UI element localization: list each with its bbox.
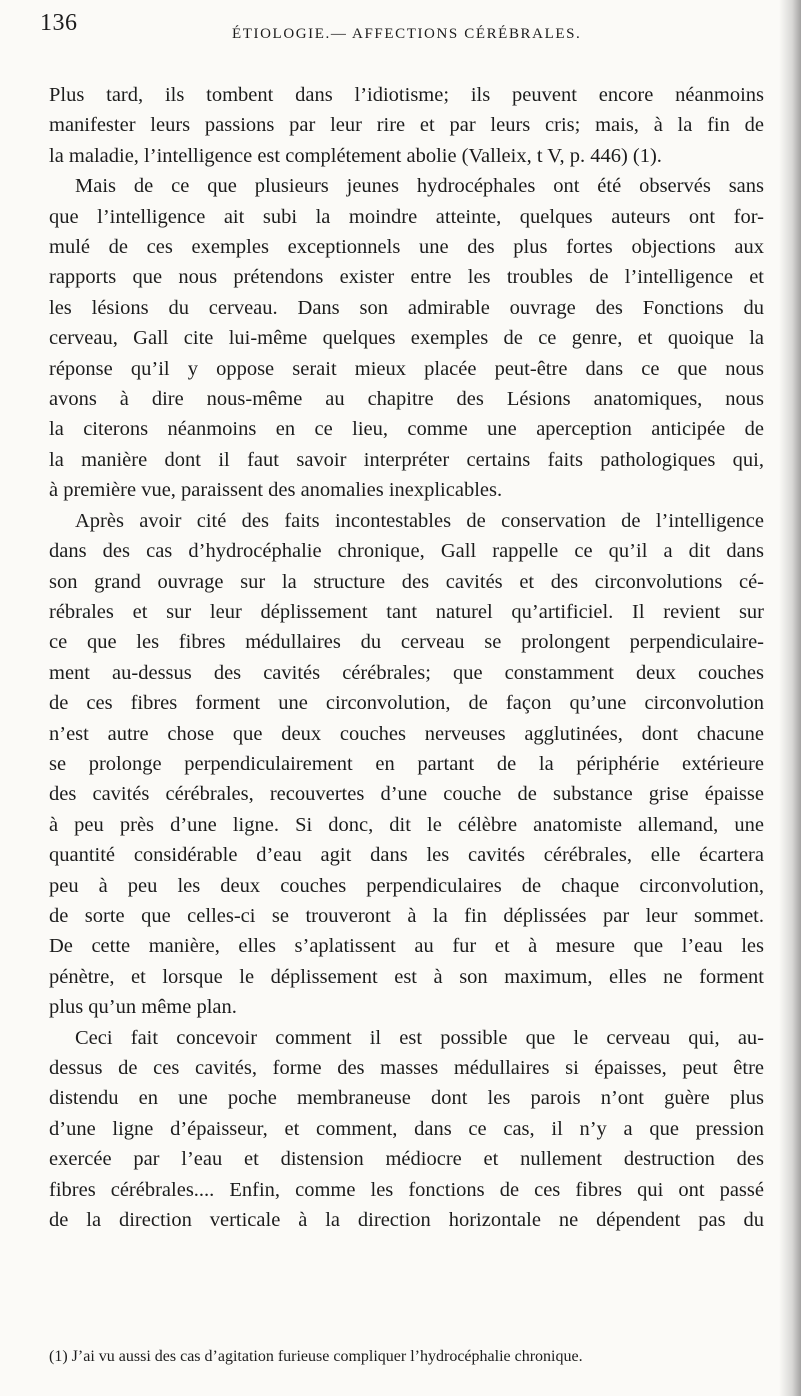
text-line: ce que les fibres médullaires du cerveau se prolongent perpendiculaire- [49,631,764,654]
text-line: la citerons néanmoins en ce lieu, comme une aperception anticipée de [49,418,764,441]
text-line: que l’intelligence ait subi la moindre atteinte, quelques auteurs ont for- [49,205,764,228]
text-line: de ces fibres forment une circonvolution, de façon qu’une circonvolution [49,692,764,715]
text-line: à peu près d’une ligne. Si donc, dit le célèbre anatomiste allemand, une [49,813,764,836]
text-line: n’est autre chose que deux couches nerveuses agglutinées, dont chacune [49,722,764,745]
text-line: avons à dire nous-même au chapitre des Lésions anatomiques, nous [49,388,764,411]
page-edge-shadow [779,0,801,1396]
text-line: se prolonge perpendiculairement en partant de la périphérie extérieure [49,752,764,775]
text-line: de sorte que celles-ci se trouveront à la fin déplissées par leur sommet. [49,904,764,927]
page-number: 136 [40,10,78,36]
text-line: à première vue, paraissent des anomalies inexplicables. [49,479,503,502]
body-text [49,80,764,1235]
text-line: De cette manière, elles s’aplatissent au fur et à mesure que l’eau les [49,935,764,958]
text-line: mulé de ces exemples exceptionnels une des plus fortes objections aux [49,236,764,259]
text-line: Ceci fait concevoir comment il est possible que le cerveau qui, au- [75,1026,764,1049]
text-line: peu à peu les deux couches perpendiculaires de chaque circonvolution, [49,874,764,897]
text-line: des cavités cérébrales, recouvertes d’une couche de substance grise épaisse [49,783,764,806]
text-line: la maladie, l’intelligence est complétement abolie (Valleix, t V, p. 446) (1). [49,144,662,167]
text-line: cerveau, Gall cite lui-même quelques exemples de ce genre, et quoique la [49,327,764,350]
text-line: manifester leurs passions par leur rire et par leurs cris; mais, à la fin de [49,114,764,137]
text-line: ment au-dessus des cavités cérébrales; que constamment deux couches [49,661,764,684]
footnote [49,1347,764,1367]
footnote-text: (1) J’ai vu aussi des cas d’agitation furieuse compliquer l’hydrocéphalie chronique. [49,1348,583,1365]
text-line: distendu en une poche membraneuse dont les parois n’ont guère plus [49,1087,764,1110]
text-line: Après avoir cité des faits incontestables de conservation de l’intelligence [75,509,764,532]
page-header [40,10,760,70]
text-line: les lésions du cerveau. Dans son admirable ouvrage des Fonctions du [49,296,764,319]
text-line: dessus de ces cavités, forme des masses médullaires si épaisses, peut être [49,1057,764,1079]
text-line: plus qu’un même plan. [49,996,237,1019]
text-line: son grand ouvrage sur la structure des cavités et des circonvolutions cé- [49,570,764,593]
text-line: pénètre, et lorsque le déplissement est à son maximum, elles ne forment [49,965,764,988]
text-line: fibres cérébrales.... Enfin, comme les fonctions de ces fibres qui ont passé [49,1178,764,1201]
text-line: la manière dont il faut savoir interpréter certains faits pathologiques qui, [49,448,764,471]
running-head: ÉTIOLOGIE.— AFFECTIONS CÉRÉBRALES. [232,26,582,42]
text-line: d’une ligne d’épaisseur, et comment, dans ce cas, il n’y a que pression [49,1117,764,1140]
text-line: quantité considérable d’eau agit dans les cavités cérébrales, elle écartera [49,844,764,867]
text-line: de la direction verticale à la direction horizontale ne dépendent pas du [49,1209,764,1232]
text-line: exercée par l’eau et distension médiocre et nullement destruction des [49,1148,764,1171]
text-line: rapports que nous prétendons exister entre les troubles de l’intelligence et [49,266,764,289]
text-line: réponse qu’il y oppose serait mieux placée peut-être dans ce que nous [49,357,764,380]
text-line: Mais de ce que plusieurs jeunes hydrocéphales ont été observés sans [75,175,764,198]
text-line: Plus tard, ils tombent dans l’idiotisme; ils peuvent encore néanmoins [49,84,764,106]
text-line: dans des cas d’hydrocéphalie chronique, Gall rappelle ce qu’il a dit dans [49,540,764,563]
text-line: rébrales et sur leur déplissement tant naturel qu’artificiel. Il revient sur [49,600,764,623]
